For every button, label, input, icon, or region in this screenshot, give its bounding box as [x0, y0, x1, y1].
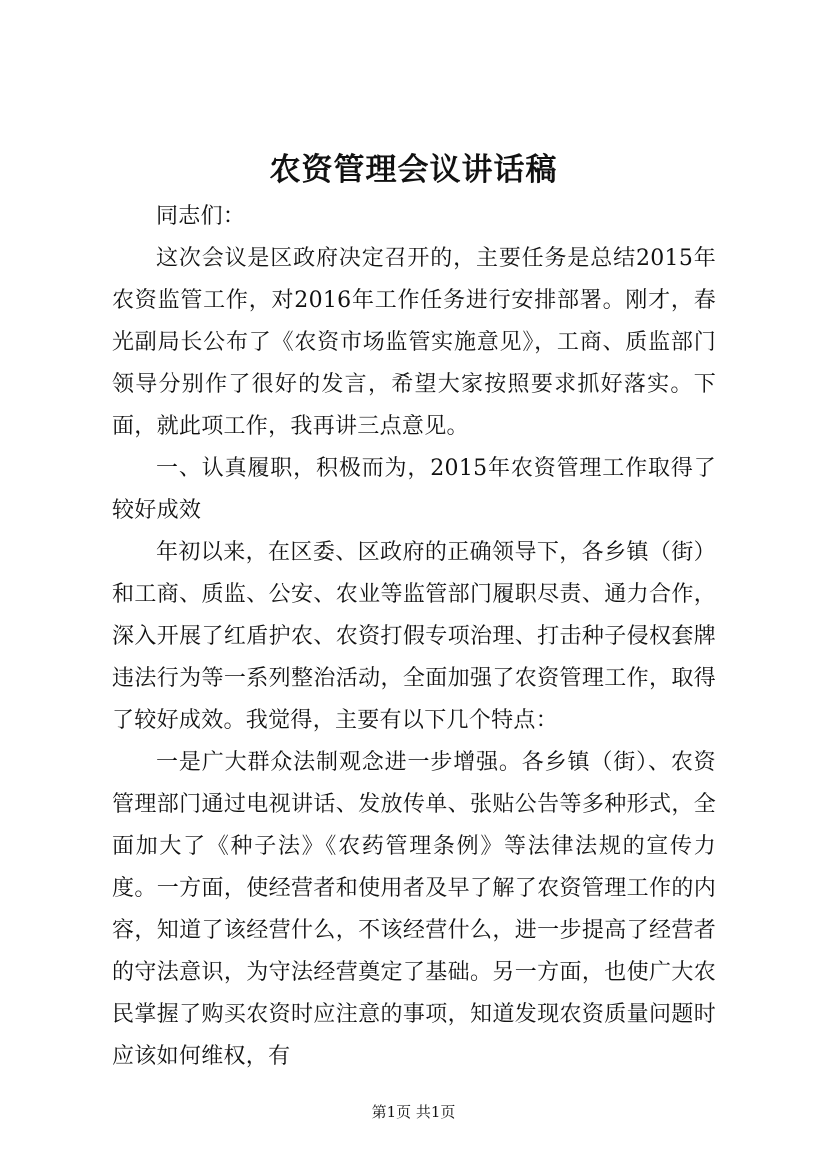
paragraph-greeting: 同志们：	[156, 204, 246, 229]
document-body	[112, 196, 716, 1078]
section-heading-1: 一、认真履职，积极而为，2015年农资管理工作取得了较好成效	[112, 456, 716, 523]
page-number-footer: 第1页 共1页	[371, 1103, 456, 1121]
paragraph-intro: 这次会议是区政府决定召开的，主要任务是总结2015年农资监管工作，对2016年工作任务进行安排部署。刚才，春光副局长公布了《农资市场监管实施意见》，工商、质监部门领导分别作了很好的发言，希望大家按照要求抓好落实。下面，就此项工作，我再讲三点意见。	[112, 246, 716, 439]
paragraph-point-1: 一是广大群众法制观念进一步增强。各乡镇（街）、农资管理部门通过电视讲话、发放传单、张贴公告等多种形式，全面加大了《种子法》《农药管理条例》等法律法规的宣传力度。一方面，使经营者和使用者及早了解了农资管理工作的内容，知道了该经营什么，不该经营什么，进一步提高了经营者的守法意识，为守法经营奠定了基础。另一方面，也使广大农民掌握了购买农资时应注意的事项，知道发现农资质量问题时应该如何维权，有	[112, 750, 716, 1069]
document-title: 农资管理会议讲话稿	[269, 152, 558, 188]
paragraph-achievements: 年初以来，在区委、区政府的正确领导下，各乡镇（街）和工商、质监、公安、农业等监管部门履职尽责、通力合作，深入开展了红盾护农、农资打假专项治理、打击种子侵权套牌违法行为等一系列整治活动，全面加强了农资管理工作，取得了较好成效。我觉得，主要有以下几个特点：	[112, 540, 716, 733]
